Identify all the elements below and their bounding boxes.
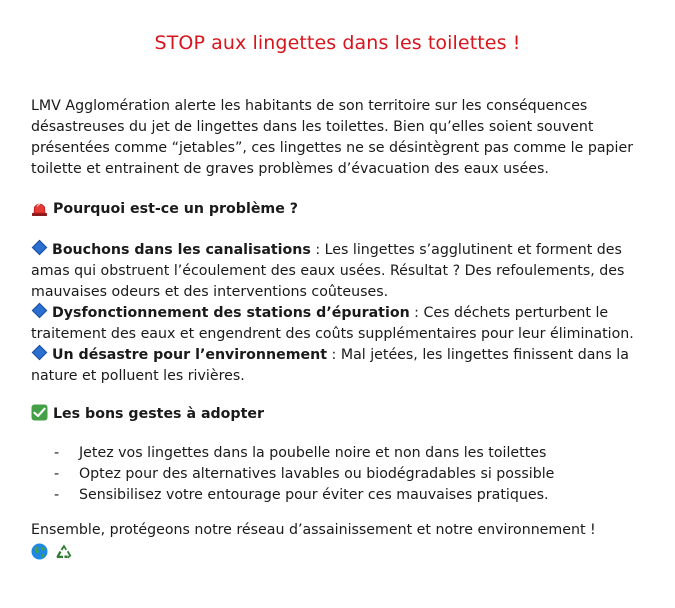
list-item-text: Optez pour des alternatives lavables ou biodégradables si possible <box>79 466 555 482</box>
dash-bullet: - <box>54 487 60 503</box>
problem-item <box>31 303 641 345</box>
problem-item-text: : Mal jetées, les lingettes finissent dans la nature et polluent les rivières. <box>31 347 629 384</box>
recycle-icon <box>55 543 73 567</box>
problem-heading-text: Pourquoi est-ce un problème ? <box>53 201 299 217</box>
dash-bullet: - <box>54 466 60 482</box>
problem-item-text: : Ces déchets perturbent le traitement des eaux et engendrent des coûts supplémentaires pour leur élimination. <box>31 305 634 342</box>
check-mark-icon <box>31 404 48 428</box>
good-practices-heading-text: Les bons gestes à adopter <box>53 406 264 422</box>
blue-diamond-icon <box>32 240 48 256</box>
page-title: STOP aux lingettes dans les toilettes ! <box>154 32 521 54</box>
conclusion-text: Ensemble, protégeons notre réseau d’assainissement et notre environnement ! <box>31 522 596 538</box>
problem-item-lead: Un désastre pour l’environnement <box>52 347 328 363</box>
intro-paragraph: LMV Agglomération alerte les habitants de son territoire sur les conséquences désastreuses du jet de lingettes dans les toilettes. Bien qu’elles soient souvent présentées comme “jetables”, ces lingettes ne se désintègrent pas comme le papier toilette et entrainent de graves problèmes d’évacuation des eaux usées. <box>31 98 634 177</box>
list-item-text: Jetez vos lingettes dans la poubelle noire et non dans les toilettes <box>79 445 547 461</box>
globe-icon <box>31 543 48 567</box>
blue-diamond-icon <box>32 345 48 361</box>
problem-item-lead: Bouchons dans les canalisations <box>52 242 311 258</box>
good-practices-heading <box>31 404 641 428</box>
footer-icons <box>31 543 641 563</box>
blue-diamond-icon <box>32 303 48 319</box>
list-item <box>31 443 641 464</box>
siren-icon <box>31 201 48 223</box>
problem-item-lead: Dysfonctionnement des stations d’épuration <box>52 305 410 321</box>
problem-heading <box>31 199 641 223</box>
list-item <box>31 485 641 506</box>
list-item-text: Sensibilisez votre entourage pour éviter ces mauvaises pratiques. <box>79 487 549 503</box>
good-practices-list <box>31 443 641 506</box>
list-item <box>31 464 641 485</box>
problem-item <box>31 345 641 387</box>
article-body <box>31 96 641 563</box>
dash-bullet: - <box>54 445 60 461</box>
problem-item-text: : Les lingettes s’agglutinent et forment des amas qui obstruent l’écoulement des eaux usées. Résultat ? Des refoulements, des mauvaises odeurs et des interventions coûteuses. <box>31 242 625 300</box>
problem-item <box>31 240 641 303</box>
